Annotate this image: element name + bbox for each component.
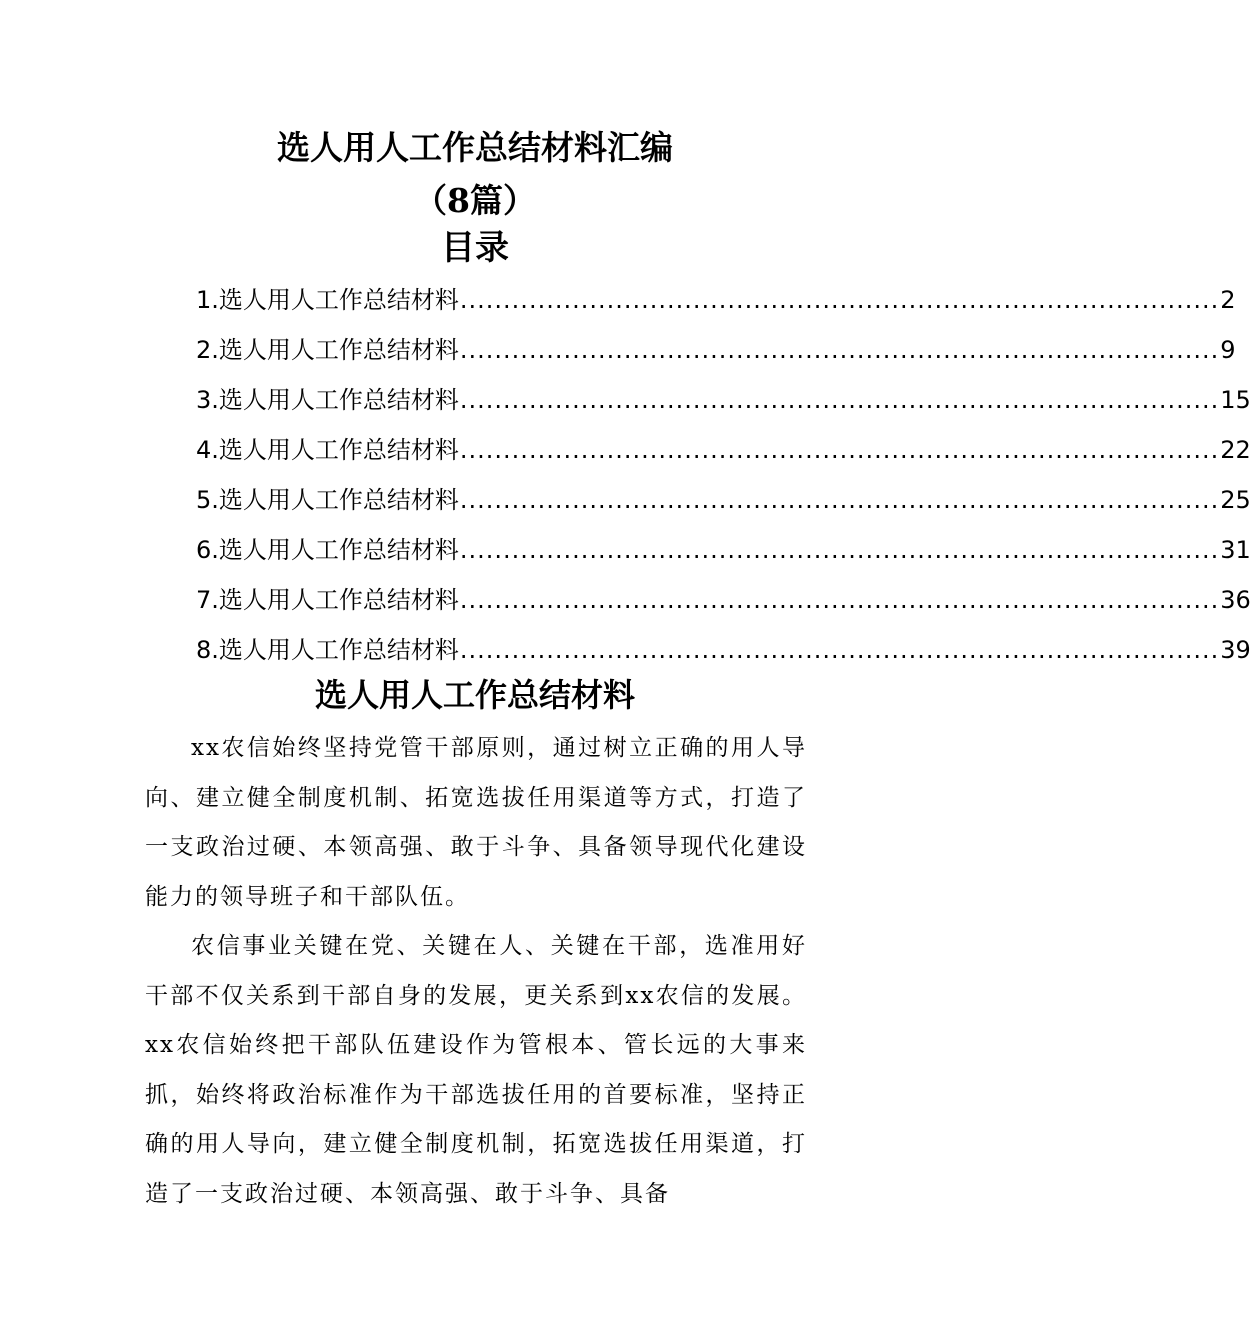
toc-heading: 目录 [441, 228, 509, 268]
toc-entry[interactable] [196, 530, 1251, 580]
toc-entry-label: 8.选人用人工作总结材料 [196, 636, 459, 664]
toc-dot-leader: ........................................................................................ [459, 286, 1220, 314]
toc-entry-page: 36 [1220, 586, 1251, 614]
toc-entry-label: 3.选人用人工作总结材料 [196, 386, 459, 414]
section-body [145, 724, 807, 1219]
document-subtitle-count: （8篇） [414, 181, 536, 220]
document-title: 选人用人工作总结材料汇编 [277, 128, 673, 167]
body-paragraph: 农信事业关键在党、关键在人、关键在干部，选准用好干部不仅关系到干部自身的发展，更关系到xx农信的发展。xx农信始终把干部队伍建设作为管根本、管长远的大事来抓，始终将政治标准作为干部选拔任用的首要标准，坚持正确的用人导向，建立健全制度机制，拓宽选拔任用渠道，打造了一支政治过硬、本领高强、敢于斗争、具备 [145, 933, 807, 1207]
toc-entry[interactable] [196, 280, 1236, 330]
toc-entry[interactable] [196, 480, 1251, 530]
toc-entry-page: 15 [1220, 386, 1251, 414]
toc-entry-page: 25 [1220, 486, 1251, 514]
toc-entry-page: 22 [1220, 436, 1251, 464]
toc-dot-leader: ........................................................................................ [459, 586, 1220, 614]
toc-dot-leader: ........................................................................................ [459, 486, 1220, 514]
toc-entry[interactable] [196, 330, 1236, 380]
toc-dot-leader: ........................................................................................ [459, 436, 1220, 464]
toc-entry-page: 2 [1220, 286, 1236, 314]
toc-entry[interactable] [196, 580, 1251, 630]
toc-entry[interactable] [196, 630, 1251, 680]
toc-dot-leader: ........................................................................................ [459, 536, 1220, 564]
toc-entry-page: 31 [1220, 536, 1251, 564]
toc-entry-label: 7.选人用人工作总结材料 [196, 586, 459, 614]
body-paragraph: xx农信始终坚持党管干部原则，通过树立正确的用人导向、建立健全制度机制、拓宽选拔任用渠道等方式，打造了一支政治过硬、本领高强、敢于斗争、具备领导现代化建设能力的领导班子和干部队伍。 [145, 735, 807, 910]
toc-entry-label: 1.选人用人工作总结材料 [196, 286, 459, 314]
toc-entry-label: 4.选人用人工作总结材料 [196, 436, 459, 464]
toc-entry[interactable] [196, 430, 1251, 480]
toc-entry-page: 9 [1220, 336, 1236, 364]
section-title: 选人用人工作总结材料 [314, 676, 635, 714]
table-of-contents [196, 280, 1251, 680]
toc-entry-page: 39 [1220, 636, 1251, 664]
toc-entry-label: 6.选人用人工作总结材料 [196, 536, 459, 564]
toc-dot-leader: ........................................................................................ [459, 336, 1220, 364]
toc-dot-leader: ........................................................................................ [459, 636, 1220, 664]
toc-entry-label: 5.选人用人工作总结材料 [196, 486, 459, 514]
toc-entry-label: 2.选人用人工作总结材料 [196, 336, 459, 364]
toc-entry[interactable] [196, 380, 1251, 430]
toc-dot-leader: ........................................................................................ [459, 386, 1220, 414]
